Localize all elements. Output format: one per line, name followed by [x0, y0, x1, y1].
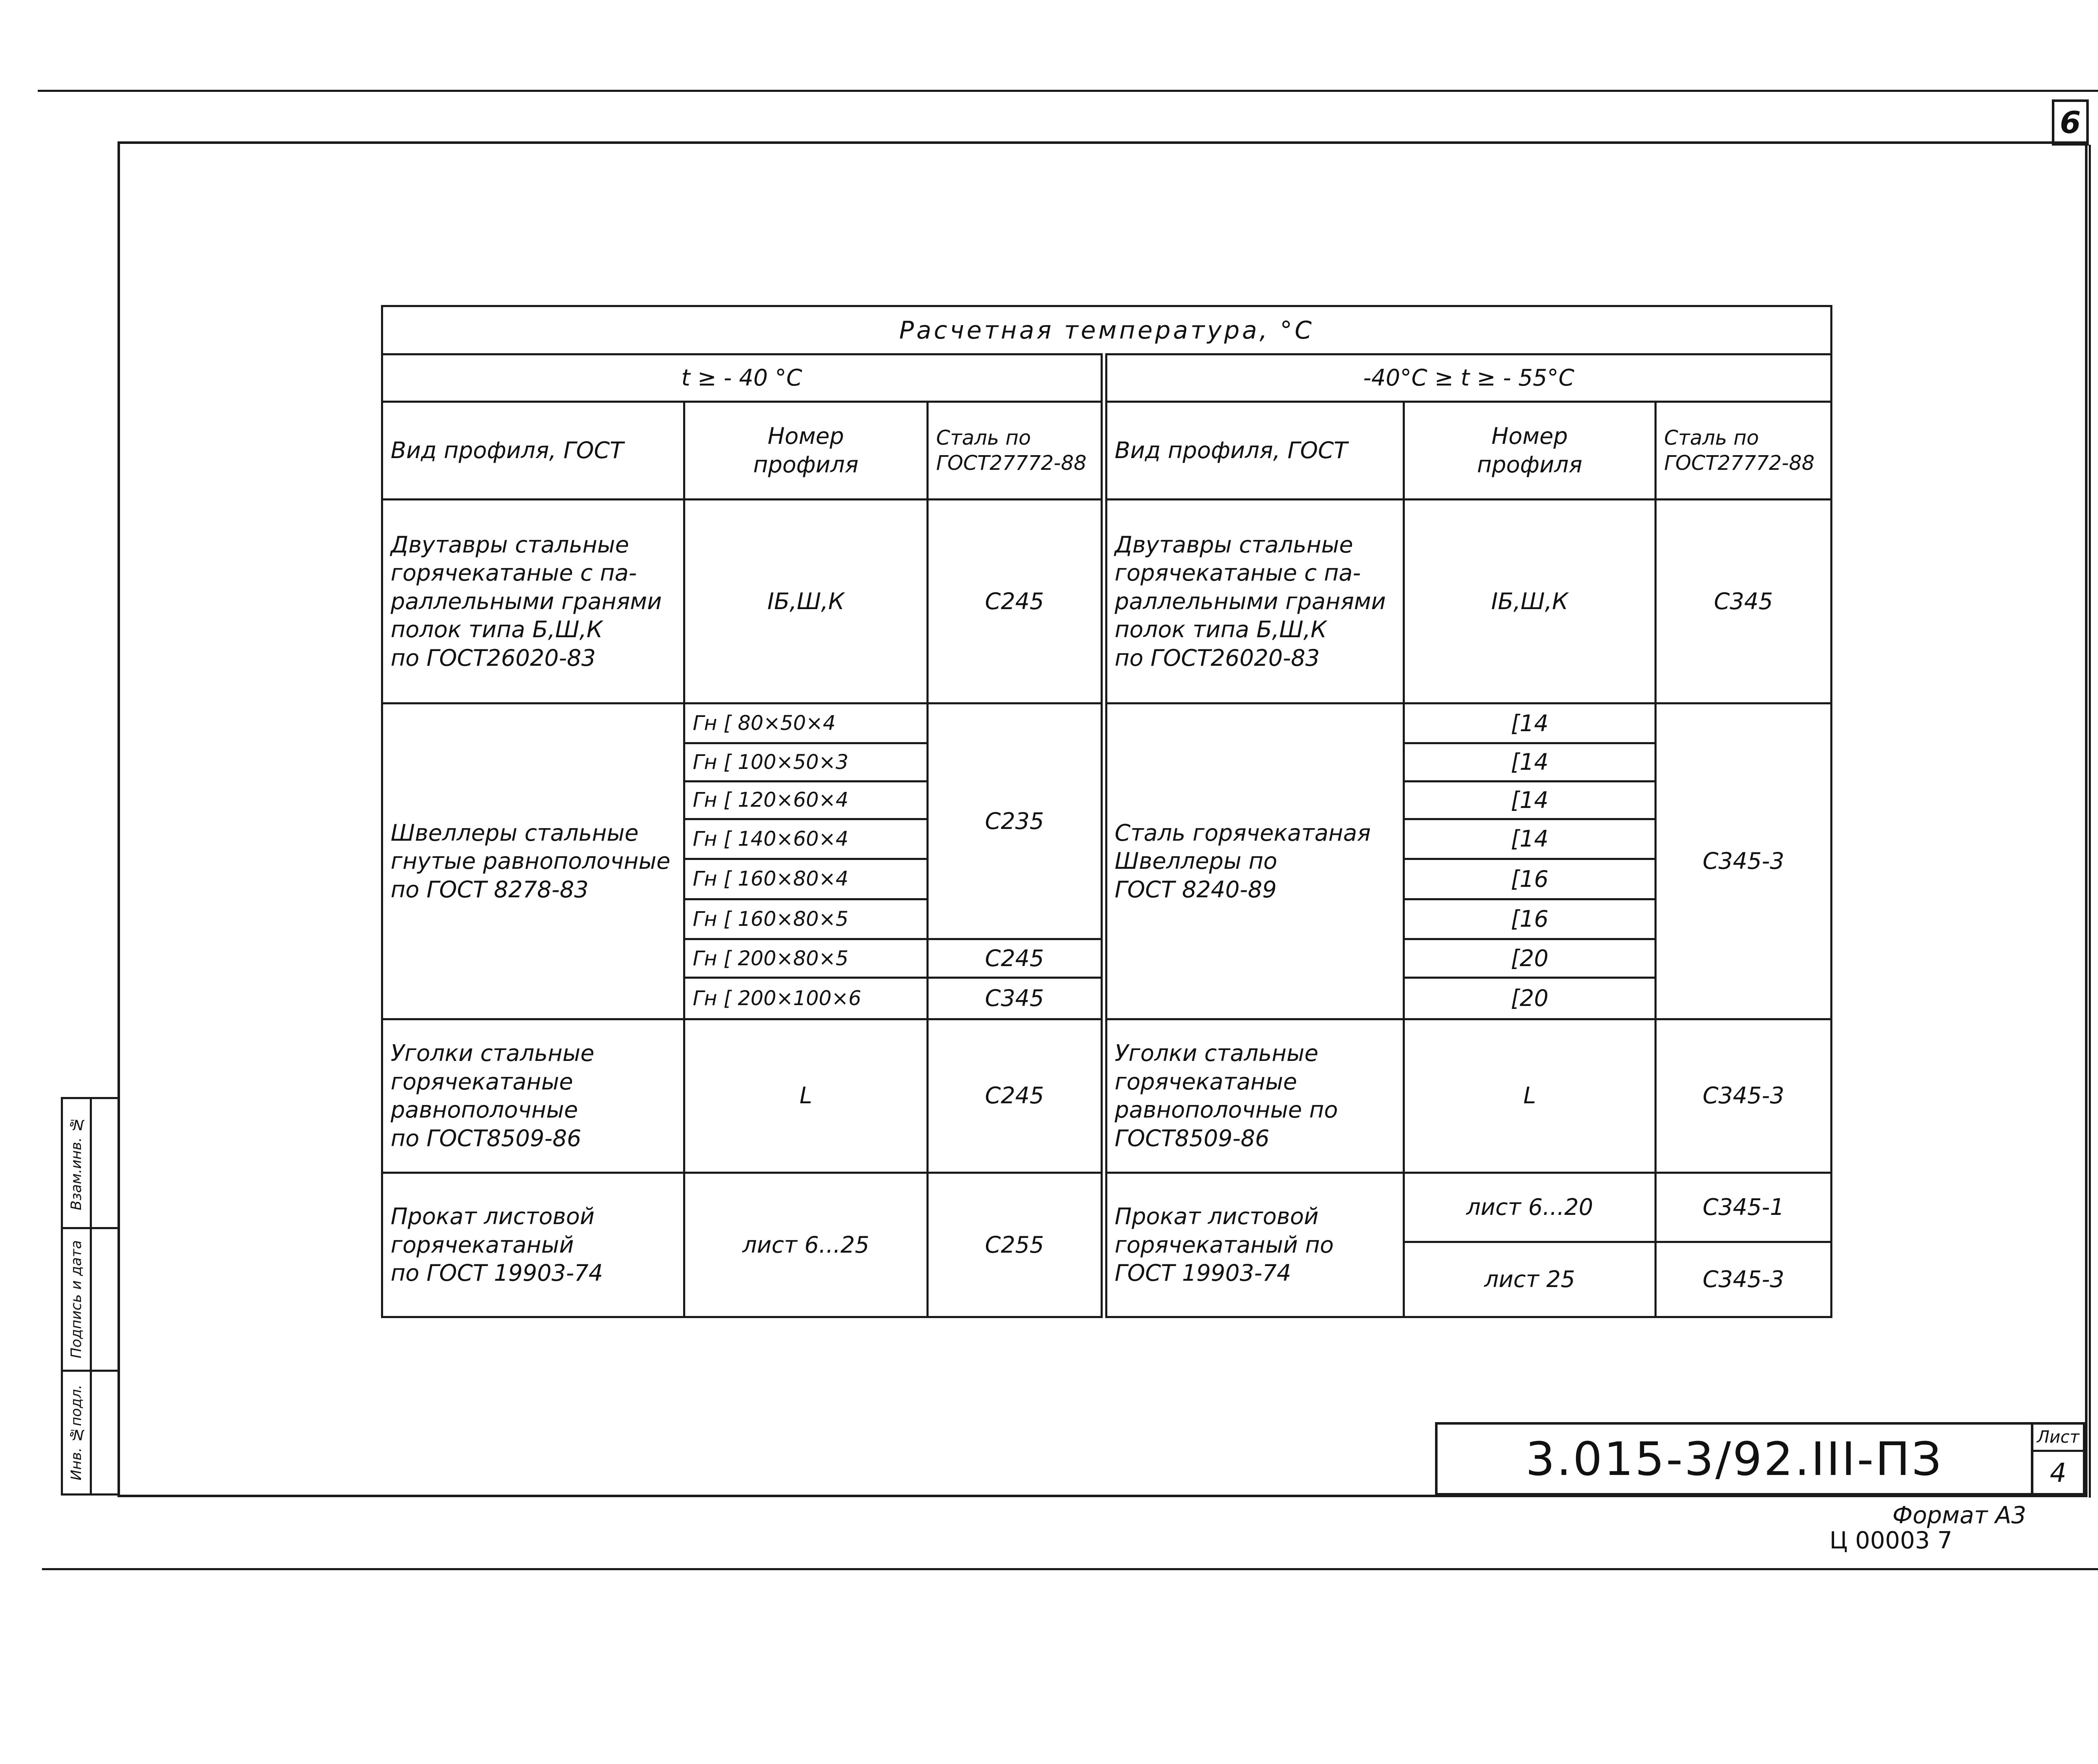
angle-left-number: L	[684, 1019, 928, 1173]
side-stamp-field-3: Инв. №подл.	[68, 1384, 85, 1481]
channel-right-number-1: [14	[1404, 704, 1656, 743]
col-header-number-right: Номер профиля	[1404, 401, 1656, 499]
title-block-designation: 3.015-3/92.III-ПЗ	[1435, 1422, 2031, 1496]
plate-left-number: лист 6...25	[684, 1173, 928, 1317]
channel-left-steel-a: С235	[928, 704, 1104, 939]
archive-number: Ц 00003 7	[1829, 1527, 1952, 1554]
range-left: t ≥ - 40 °C	[382, 354, 1104, 401]
channel-left-description: Швеллеры стальные гнутые равнополочные по ГОСТ 8278-83	[382, 704, 684, 1019]
top-trim-line	[38, 90, 2098, 92]
channel-left-number-4: Гн [ 140×60×4	[684, 819, 928, 859]
channel-right-steel: С345-3	[1656, 704, 1832, 1019]
plate-right-description: Прокат листовой горячекатаный по ГОСТ 19903-74	[1104, 1173, 1404, 1317]
frame-right-shadow	[2089, 145, 2091, 1498]
sheet-tab: 6	[2052, 99, 2089, 146]
ibeam-right-steel: С345	[1656, 499, 1832, 704]
channel-right-number-6: [16	[1404, 899, 1656, 939]
format-label: Формат А3	[1892, 1502, 2026, 1529]
ibeam-right-description: Двутавры стальные горячекатаные с па- раллельными гранями полок типа Б,Ш,К по ГОСТ26020-83	[1104, 499, 1404, 704]
channel-right-number-4: [14	[1404, 819, 1656, 859]
angle-right-steel: С345-3	[1656, 1019, 1832, 1173]
channel-right-number-3: [14	[1404, 781, 1656, 819]
ibeam-left-steel: С245	[928, 499, 1104, 704]
channel-left-number-1: Гн [ 80×50×4	[684, 704, 928, 743]
ibeam-right-number: IБ,Ш,К	[1404, 499, 1656, 704]
sheet-number-box	[2031, 1422, 2085, 1496]
plate-right-steel-a: С345-1	[1656, 1173, 1832, 1242]
channel-left-number-2: Гн [ 100×50×3	[684, 743, 928, 781]
channel-right-number-2: [14	[1404, 743, 1656, 781]
plate-right-steel-b: С345-3	[1656, 1242, 1832, 1317]
ibeam-left-number: IБ,Ш,К	[684, 499, 928, 704]
channel-left-number-7: Гн [ 200×80×5	[684, 939, 928, 977]
channel-right-number-5: [16	[1404, 859, 1656, 899]
channel-left-number-8: Гн [ 200×100×6	[684, 978, 928, 1019]
sheet-label: Лист	[2033, 1425, 2083, 1452]
plate-right-number-a: лист 6...20	[1404, 1173, 1656, 1242]
channel-left-steel-c: С345	[928, 978, 1104, 1019]
plate-left-steel: С255	[928, 1173, 1104, 1317]
channel-left-number-5: Гн [ 160×80×4	[684, 859, 928, 899]
col-header-number-left: Номер профиля	[684, 401, 928, 499]
channel-left-number-6: Гн [ 160×80×5	[684, 899, 928, 939]
steel-spec-table	[381, 305, 1832, 1318]
col-header-profile-right: Вид профиля, ГОСТ	[1104, 401, 1404, 499]
side-stamp	[61, 1097, 120, 1496]
channel-right-description: Сталь горячекатаная Швеллеры по ГОСТ 8240-89	[1104, 704, 1404, 1019]
angle-right-number: L	[1404, 1019, 1656, 1173]
channel-left-number-3: Гн [ 120×60×4	[684, 781, 928, 819]
sheet-number: 4	[2050, 1457, 2067, 1488]
angle-left-description: Уголки стальные горячекатаные равнополочные по ГОСТ8509-86	[382, 1019, 684, 1173]
ibeam-left-description: Двутавры стальные горячекатаные с па- раллельными гранями полок типа Б,Ш,К по ГОСТ26020-83	[382, 499, 684, 704]
channel-right-number-8: [20	[1404, 978, 1656, 1019]
col-header-steel-left: Сталь по ГОСТ27772-88	[928, 401, 1104, 499]
angle-left-steel: С245	[928, 1019, 1104, 1173]
channel-right-number-7: [20	[1404, 939, 1656, 977]
angle-right-description: Уголки стальные горячекатаные равнополочные по ГОСТ8509-86	[1104, 1019, 1404, 1173]
col-header-profile-left: Вид профиля, ГОСТ	[382, 401, 684, 499]
plate-right-number-b: лист 25	[1404, 1242, 1656, 1317]
range-right: -40°C ≥ t ≥ - 55°C	[1104, 354, 1832, 401]
col-header-steel-right: Сталь по ГОСТ27772-88	[1656, 401, 1832, 499]
table-title: Расчетная температура, °С	[382, 306, 1832, 354]
bottom-trim-line	[42, 1568, 2098, 1570]
side-stamp-field-2: Подпись и дата	[68, 1240, 85, 1359]
side-stamp-field-1: Взам.инв. №	[68, 1116, 85, 1210]
channel-left-steel-b: С245	[928, 939, 1104, 977]
plate-left-description: Прокат листовой горячекатаный по ГОСТ 19903-74	[382, 1173, 684, 1317]
